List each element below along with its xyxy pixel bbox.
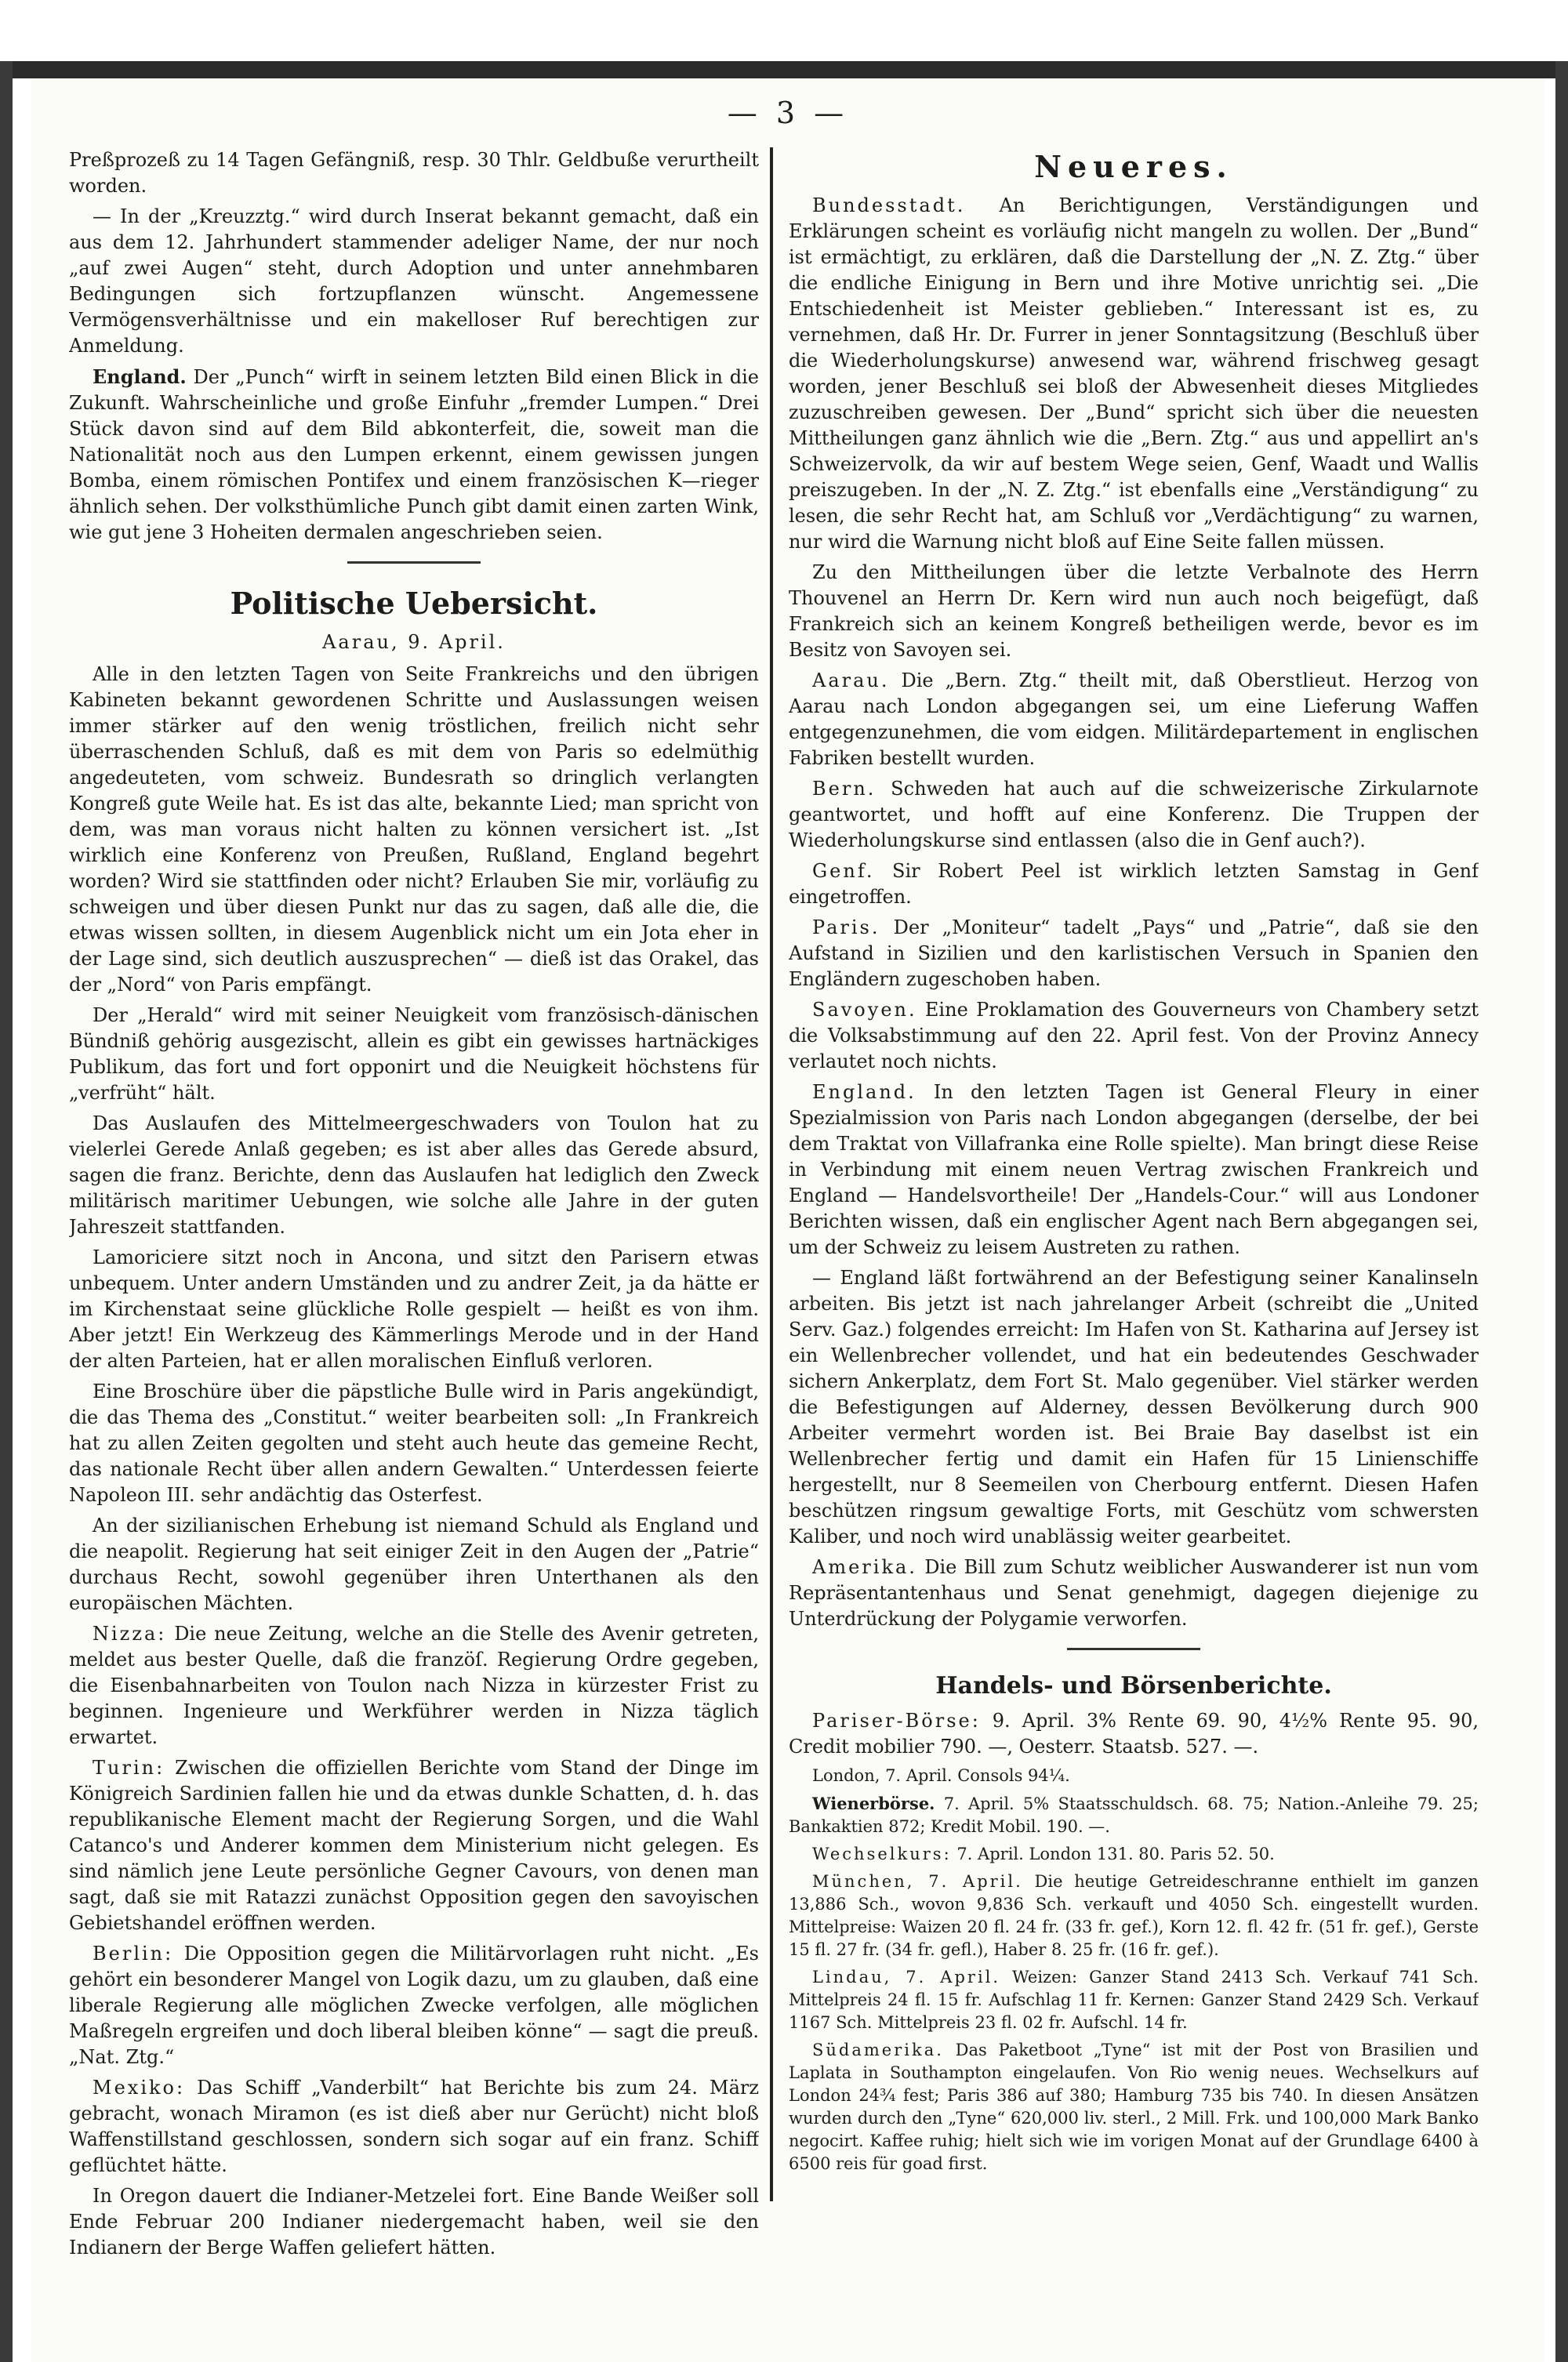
- market-report: [789, 1870, 1479, 1961]
- paragraph-body: Die Bill zum Schutz weiblicher Auswanderer ist nun vom Repräsentantenhaus und Senat genehmigt, dagegen diejenige zu Unterdrückung der Polygamie verworfen.: [789, 1556, 1479, 1630]
- paragraph-body: Zwischen die offiziellen Berichte vom Stand der Dinge im Königreich Sardinien fallen hie und da etwas dunkle Schatten, d. h. das republikanische Element macht der Regierung Sorgen, und die Wahl Catanco's und Anderer kommen dem Ministerium nicht gelegen. Es sind nämlich jene Leute persönliche Gegner Cavours, von denen man sagt, daß sie mit Ratazzi zunächst Opposition gegen den savoyischen Gebietshandel eröffnen werden.: [69, 1757, 759, 1934]
- paragraph-lead: Südamerika.: [812, 2041, 944, 2059]
- section-heading: Handels- und Börsenberichte.: [935, 1672, 1332, 1700]
- paragraph-lead: Pariser-Börse:: [812, 1710, 981, 1732]
- paragraph-body: Sir Robert Peel ist wirklich letzten Samstag in Genf eingetroffen.: [789, 860, 1479, 908]
- paragraph: [69, 1941, 759, 2070]
- paragraph-body: Die Opposition gegen die Militärvorlagen ruht nicht. „Es gehört ein besonderer Mangel von Logik dazu, um zu glauben, daß eine liberale Regierung alle möglichen Zwecke verfolgen, alle möglichen Maßregeln ergreifen und doch liberal bleiben könne“ — sagt die preuß. „Nat. Ztg.“: [69, 1943, 759, 2068]
- paragraph-lead: Aarau.: [812, 669, 890, 691]
- market-report: [789, 1843, 1479, 1866]
- paragraph-lead: München, 7. April.: [812, 1872, 1023, 1891]
- left-column: [69, 147, 759, 2264]
- paragraph-body: 7. April. 5% Staatsschuldsch. 68. 75; Nation.-Anleihe 79. 25; Bankaktien 872; Kredit Mobil. 190. —.: [789, 1794, 1479, 1836]
- paragraph: — In der „Kreuzztg.“ wird durch Inserat bekannt gemacht, daß ein aus dem 12. Jahrhundert stammender adeliger Name, der nur noch „auf zwei Augen“ steht, durch Adoption und unter annehmbaren Bedingungen sich fortzupflanzen wünscht. Angemessene Vermögensverhältnisse und ein makelloser Ruf berechtigen zur Anmeldung.: [69, 205, 759, 357]
- paragraph: In Oregon dauert die Indianer-Metzelei fort. Eine Bande Weißer soll Ende Februar 200 Indianer niedergemacht haben, weil sie den Indianern der Berge Waffen geliefert hätten.: [69, 2185, 759, 2259]
- paragraph-lead: Savoyen.: [812, 999, 917, 1021]
- paragraph: Der „Herald“ wird mit seiner Neuigkeit vom französisch-dänischen Bündniß gehörig ausgezischt, allein es gibt ein gewisses hartnäckiges Publikum, das fort und fort opponirt und die Neuigkeit höchstens für „verfrüht“ hält.: [69, 1004, 759, 1104]
- paragraph-body: Schweden hat auch auf die schweizerische Zirkularnote geantwortet, und hofft auf eine Konferenz. Die Truppen der Wiederholungskurse sind entlassen (also die in Genf auch?).: [789, 778, 1479, 851]
- section-rule: [347, 561, 481, 564]
- paragraph-lead: Amerika.: [812, 1556, 917, 1578]
- paragraph: Das Auslaufen des Mittelmeergeschwaders von Toulon hat zu vielerlei Gerede Anlaß gegeben; es ist aber alles das Gerede absurd, sagen die franz. Berichte, denn das Auslaufen hat lediglich den Zweck militärisch maritimer Uebungen, wie solche alle Jahre in der guten Jahreszeit stattfanden.: [69, 1112, 759, 1238]
- column-divider: [770, 147, 773, 2201]
- paragraph-body: Die „Bern. Ztg.“ theilt mit, daß Oberstlieut. Herzog von Aarau nach London abgegangen sei, um eine Lieferung Waffen entgegenzunehmen, die vom eidgen. Militärdepartement in englischen Fabriken bestellt wurden.: [789, 669, 1479, 769]
- paragraph-body: Die neue Zeitung, welche an die Stelle des Avenir getreten, meldet aus bester Quelle, daß die franzöſ. Regierung Ordre gegeben, die Eisenbahnarbeiten von Toulon nach Nizza in kürzester Frist zu beginnen. Ingenieure und Werkführer werden in Nizza täglich erwartet.: [69, 1623, 759, 1748]
- paragraph-lead: Berlin:: [93, 1943, 174, 1965]
- scan-frame-top: [0, 61, 1568, 78]
- paragraph-lead: Wechselkurs:: [812, 1845, 952, 1863]
- paragraph-body: Eine Proklamation des Gouverneurs von Chambery setzt die Volksabstimmung auf den 22. April fest. Von der Provinz Annecy verlautet noch nichts.: [789, 999, 1479, 1072]
- paragraph: Lamoriciere sitzt noch in Ancona, und sitzt den Parisern etwas unbequem. Unter andern Umständen und zu andrer Zeit, ja da hätte er im Kirchenstaat seine glückliche Rolle gespielt — heißt es von ihm. Aber jetzt! Ein Werkzeug des Kämmerlings Merode und in der Hand der alten Parteien, hat er allen moralischen Einfluß verloren.: [69, 1246, 759, 1372]
- paragraph-lead: Wienerbörse.: [812, 1794, 935, 1813]
- section-rule: [1067, 1648, 1200, 1650]
- paragraph-body: Das Schiff „Vanderbilt“ hat Berichte bis zum 24. März gebracht, wonach Miramon (es ist dieß aber nur Gerücht) nicht bloß Waffenstillstand geschlossen, sondern sich sogar auf ein franz. Schiff geflüchtet hätte.: [69, 2077, 759, 2176]
- paragraph: [789, 1079, 1479, 1261]
- paragraph-lead: England.: [93, 365, 187, 388]
- paragraph: — England läßt fortwährend an der Befestigung seiner Kanalinseln arbeiten. Bis jetzt ist nach jahrelanger Arbeit (schreibt die „United Serv. Gaz.) folgendes erreicht: Im Hafen von St. Katharina auf Jersey ist ein Wellenbrecher vollendet, und hat ein bedeutendes Geschwader sichern Ankerplatz, dem Fort St. Malo gegenüber. Viel stärker werden die Befestigungen auf Alderney, dessen Bevölkerung durch 900 Arbeiter vermehrt worden ist. Bei Braie Bay daselbst ist ein Wellenbrecher fertig und damit ein Hafen für 15 Linienschiffe hergestellt, nur 8 Seemeilen von Cherbourg entfernt. Diesen Hafen beschützen ringsum gewaltige Forts, mit Geschütz vom schwersten Kaliber, und noch wird unablässig weiter gearbeitet.: [789, 1267, 1479, 1547]
- paragraph: Alle in den letzten Tagen von Seite Frankreichs und den übrigen Kabineten bekannt gewordenen Schritte und Auslassungen weisen immer stärker auf den wenig tröstlichen, freilich nicht sehr überraschenden Schluß, daß es mit dem von Paris so edelmüthig angedeuteten, vom schweiz. Bundesrath so dringlich verlangten Kongreß gute Weile hat. Es ist das alte, bekannte Lied; man spricht von dem, was man voraus nicht halten zu können versichert ist. „Ist wirklich eine Konferenz von Preußen, Rußland, England begehrt worden? Wird sie stattfinden oder nicht? Erlauben Sie mir, vorläufig zu schweigen und über diesen Punkt nur das zu sagen, daß alle die, die etwas wissen sollten, in diesem Augenblick nicht um ein Jota eher in der Lage sind, sich deutlich auszusprechen“ — dieß ist das Orakel, das der „Nord“ von Paris empfängt.: [69, 663, 759, 996]
- paragraph-lead: Nizza:: [93, 1623, 167, 1645]
- paragraph: An der sizilianischen Erhebung ist niemand Schuld als England und die neapolit. Regierung hat seit einiger Zeit in den Augen der „Patrie“ durchaus Recht, sowohl gegenüber ihren Unterthanen als den europäischen Mächten.: [69, 1515, 759, 1614]
- paragraph: [69, 1621, 759, 1751]
- market-report: [789, 1966, 1479, 2034]
- market-report: London, 7. April. Consols 94¼.: [812, 1766, 1070, 1785]
- paragraph-body: Der „Moniteur“ tadelt „Pays“ und „Patrie“, daß sie den Aufstand in Sizilien und den karlistischen Versuch in Spanien den Engländern zugeschoben haben.: [789, 916, 1479, 990]
- paragraph: Preßprozeß zu 14 Tagen Gefängniß, resp. 30 Thlr. Geldbuße verurtheilt worden.: [69, 149, 759, 197]
- paragraph: [789, 193, 1479, 555]
- paragraph: [789, 915, 1479, 992]
- paragraph-body: Der „Punch“ wirft in seinem letzten Bild einen Blick in die Zukunft. Wahrscheinliche und große Einfuhr „fremder Lumpen.“ Drei Stück davon sind auf dem Bild abkonterfeit, die, soweit man die Nationalität noch aus den Lumpen erkennt, einem gewissen jungen Bomba, einem römischen Pontifex und einem französischen K—rieger ähnlich sehen. Der volksthümliche Punch gibt damit einen zarten Wink, wie gut jene 3 Hoheiten dermalen angeschrieben seien.: [69, 366, 759, 543]
- dateline: Aarau, 9. April.: [322, 631, 506, 653]
- paragraph: [69, 2075, 759, 2179]
- paragraph-lead: Mexiko:: [93, 2077, 186, 2099]
- paragraph-body: Das Paketboot „Tyne“ ist mit der Post von Brasilien und Laplata in Southampton eingelaufen. Von Rio wenig neues. Wechselkurs auf London 24¾ fest; Paris 386 auf 380; Hamburg 735 bis 740. In diesen Ansätzen wurden durch den „Tyne“ 620,000 liv. sterl., 2 Mill. Frk. und 100,000 Mark Banko negocirt. Kaffee ruhig; hielt sich wie im vorigen Monat auf der Grundlage 6400 à 6500 reis für goad first.: [789, 2041, 1479, 2173]
- paragraph-body: 9. April. 3% Rente 69. 90, 4½% Rente 95. 90, Credit mobilier 790. —, Oesterr. Staatsb. 527. —.: [789, 1710, 1479, 1758]
- market-report: [789, 1792, 1479, 1838]
- paragraph: [789, 668, 1479, 771]
- paragraph-body: 7. April. London 131. 80. Paris 52. 50.: [951, 1845, 1275, 1863]
- market-report: [789, 1708, 1479, 1760]
- newspaper-page: [31, 78, 1544, 2362]
- paragraph: [789, 997, 1479, 1075]
- scan-frame-right: [1555, 61, 1568, 2362]
- paragraph-lead: Paris.: [812, 916, 880, 938]
- paragraph-body: Weizen: Ganzer Stand 2413 Sch. Verkauf 741 Sch. Mittelpreis 24 fl. 15 fr. Aufschlag 11 fr. Kernen: Ganzer Stand 2429 Sch. Verkauf 1167 Sch. Mittelpreis 23 fl. 02 fr. Aufschl. 14 fr.: [789, 1968, 1479, 2032]
- right-column: [789, 147, 1479, 2264]
- scan-frame-left: [0, 61, 13, 2362]
- paragraph-lead: England.: [812, 1081, 916, 1103]
- paragraph-lead: Bundesstadt.: [812, 194, 966, 216]
- section-heading: Neueres.: [1034, 149, 1233, 184]
- paragraph: [789, 1555, 1479, 1632]
- paragraph-lead: Genf.: [812, 860, 875, 882]
- paragraph-lead: Lindau, 7. April.: [812, 1968, 1001, 1986]
- paragraph-body: Die heutige Getreideschranne enthielt im ganzen 13,886 Sch., wovon 9,836 Sch. verkauft und 4050 Sch. eingestellt wurden. Mittelpreise: Waizen 20 fl. 24 fr. (33 fr. gef.), Korn 12. fl. 42 fr. (51 fr. gef.), Gerste 15 fl. 27 fr. (34 fr. gefl.), Haber 8. 25 fr. (16 fr. gef.).: [789, 1872, 1479, 1959]
- page-number: — 3 —: [727, 96, 849, 130]
- paragraph: Zu den Mittheilungen über die letzte Verbalnote des Herrn Thouvenel an Herrn Dr. Kern wird nun auch noch beigefügt, daß Frankreich sich an keinem Kongreß betheiligen werde, bevor es im Besitz von Savoyen sei.: [789, 561, 1479, 661]
- paragraph-body: An Berichtigungen, Verständigungen und Erklärungen scheint es vorläufig nicht mangeln zu wollen. Der „Bund“ ist ermächtigt, zu erklären, daß die Darstellung der „N. Z. Ztg.“ über die endliche Einigung in Bern und ihre Motive unrichtig sei. „Die Entschiedenheit ist Meister geblieben.“ Interessant ist es, zu vernehmen, daß Hr. Dr. Furrer in jener Sonntagsitzung (Beschluß über die Wiederholungskurse) anwesend war, während frischweg gesagt worden, jener Beschluß sei bloß der Abwesenheit dieses Mitgliedes zuzuschreiben gewesen. Der „Bund“ spricht sich über die neuesten Mittheilungen ganz ähnlich wie die „Bern. Ztg.“ aus und appellirt an's Schweizervolk, da wir auf bestem Wege seien, Genf, Waadt und Wallis preiszugeben. In der „N. Z. Ztg.“ ist ebenfalls eine „Verständigung“ zu lesen, die sehr Recht hat, am Schluß vor „Verdächtigung“ zu warnen, nur wird die Warnung nicht bloß auf Eine Seite fallen müssen.: [789, 194, 1479, 553]
- paragraph-body: In den letzten Tagen ist General Fleury in einer Spezialmission von Paris nach London abgegangen (derselbe, der bei dem Traktat von Villafranka eine Rolle spielte). Man bringt diese Reise in Verbindung mit einem neuen Vertrag zwischen Frankreich und England — Handelsvortheile! Der „Handels-Cour.“ will aus Londoner Berichten wissen, daß ein englischer Agent nach Bern abgegangen sei, um der Schweiz zu leisem Austreten zu rathen.: [789, 1081, 1479, 1258]
- paragraph: [789, 776, 1479, 854]
- market-report: [789, 2039, 1479, 2175]
- paragraph: [69, 364, 759, 546]
- section-heading: Politische Uebersicht.: [230, 586, 598, 621]
- paragraph: [69, 1755, 759, 1936]
- paragraph-lead: Bern.: [812, 778, 877, 800]
- paragraph: [789, 858, 1479, 910]
- paragraph-lead: Turin:: [93, 1757, 165, 1779]
- paragraph: Eine Broschüre über die päpstliche Bulle wird in Paris angekündigt, die das Thema des „Constitut.“ weiter bearbeiten soll: „In Frankreich hat zu allen Zeiten gegolten und steht auch heute das gemeine Recht, das nationale Recht über allen andern Gewalten.“ Unterdessen feierte Napoleon III. sehr andächtig das Osterfest.: [69, 1381, 759, 1506]
